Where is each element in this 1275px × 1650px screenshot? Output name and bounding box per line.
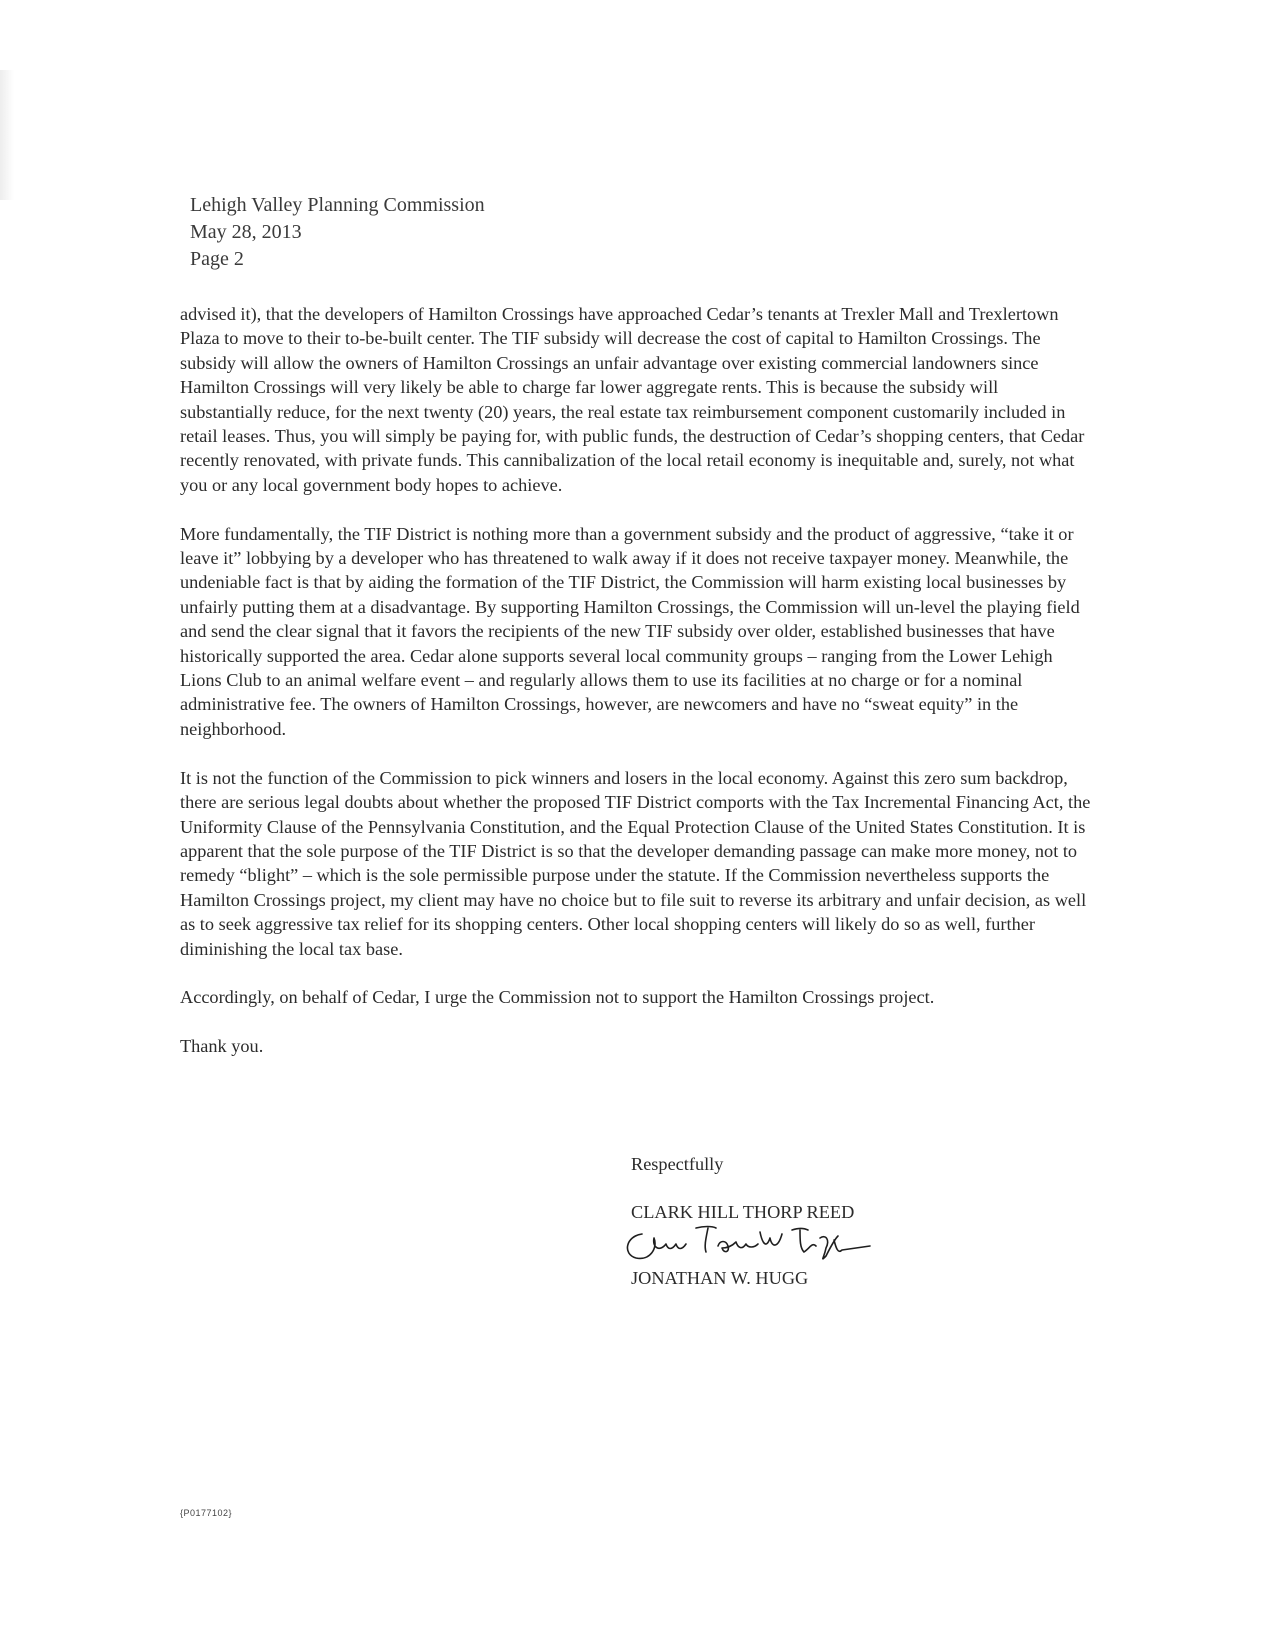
scan-edge-shadow [0,70,14,200]
handwritten-signature [620,1218,880,1264]
paragraph-5: Thank you. [180,1036,264,1057]
document-reference: {P0177102} [180,1508,233,1518]
letter-header [190,192,485,273]
recipient-line: Lehigh Valley Planning Commission [190,194,485,216]
valediction: Respectfully [631,1154,724,1174]
date-line: May 28, 2013 [190,221,302,243]
paragraph-4: Accordingly, on behalf of Cedar, I urge the Commission not to support the Hamilton Crossings project. [180,987,935,1008]
paragraph-1: advised it), that the developers of Hamilton Crossings have approached Cedar’s tenants at Trexler Mall and Trexlertown Plaza to move to their to-be-built center. The TIF subsidy will decrease the cost of capital to Hamilton Crossings. The subsidy will allow the owners of Hamilton Crossings an unfair advantage over existing commercial landowners since Hamilton Crossings will very likely be able to charge far lower aggregate rents. This is because the subsidy will substantially reduce, for the next twenty (20) years, the real estate tax reimbursement component customarily included in retail leases. Thus, you will simply be paying for, with public funds, the destruction of Cedar’s shopping centers, that Cedar recently renovated, with private funds. This cannibalization of the local retail economy is inequitable and, surely, not what you or any local government body hopes to achieve. [180,304,1085,495]
signer-name: JONATHAN W. HUGG [631,1268,809,1288]
paragraph-2: More fundamentally, the TIF District is nothing more than a government subsidy and the product of aggressive, “take it or leave it” lobbying by a developer who has threatened to walk away if it does not receive taxpayer money. Meanwhile, the undeniable fact is that by aiding the formation of the TIF District, the Commission will harm existing local businesses by unfairly putting them at a disadvantage. By supporting Hamilton Crossings, the Commission will un-level the playing field and send the clear signal that it favors the recipients of the new TIF subsidy over older, established businesses that have historically supported the area. Cedar alone supports several local community groups – ranging from the Lower Lehigh Lions Club to an animal welfare event – and regularly allows them to use its facilities at no charge or for a nominal administrative fee. The owners of Hamilton Crossings, however, are newcomers and have no “sweat equity” in the neighborhood. [180,523,1080,739]
paragraph-3: It is not the function of the Commission to pick winners and losers in the local economy. Against this zero sum backdrop, there are serious legal doubts about whether the proposed TIF District comports with the Tax Incremental Financing Act, the Uniformity Clause of the Pennsylvania Constitution, and the Equal Protection Clause of the United States Constitution. It is apparent that the sole purpose of the TIF District is so that the developer demanding passage can make more money, not to remedy “blight” – which is the sole permissible purpose under the statute. If the Commission nevertheless supports the Hamilton Crossings project, my client may have no choice but to file suit to reverse its arbitrary and unfair decision, as well as to seek aggressive tax relief for its shopping centers. Other local shopping centers will likely do so as well, further diminishing the local tax base. [180,767,1091,959]
page-number-line: Page 2 [190,248,244,270]
letter-body [180,302,1095,1083]
firm-name: CLARK HILL THORP REED [631,1202,855,1222]
closing-block [631,1152,854,1224]
